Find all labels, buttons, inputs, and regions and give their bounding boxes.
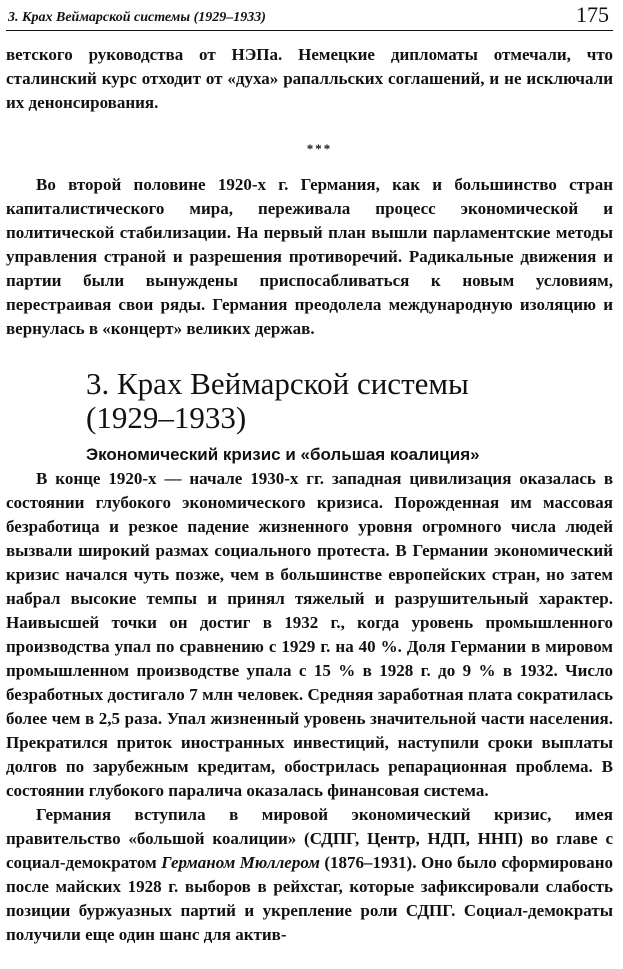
section-title-line-2: (1929–1933)	[86, 400, 247, 435]
paragraph-stabilization: Во второй половине 1920-х г. Германия, как и большинство стран капиталистического мира, переживала процесс экономической и политической стабилизации. На первый план вышли парламентские методы управления страной и разрешения противоречий. Радикальные движения и партии были вынуждены приспосабливаться к новым условиям, перестраивая свои ряды. Германия преодолела международную изоляцию и вернулась в «концерт» великих держав.	[6, 175, 613, 338]
section-break-asterism: ***	[306, 141, 333, 156]
paragraph-grand-coalition	[6, 803, 613, 947]
paragraph-grand-coalition-end: (1876–1931). Оно было сформировано после майских 1928 г. выборов в рейхстаг, которые зафиксировали слабость позиции буржуазных партий и укрепление роли СДПГ. Социал-демократы получили еще один шанс для актив-	[6, 853, 613, 944]
page-number: 175	[576, 2, 609, 27]
section-title	[86, 367, 613, 435]
running-head	[6, 0, 613, 31]
subsection-title: Экономический кризис и «большая коалиция»	[86, 445, 480, 464]
paragraph-economic-crisis: В конце 1920-х — начале 1930-х гг. западная цивилизация оказалась в состоянии глубокого экономического кризиса. Порожденная им массовая безработица и резкое падение жизненного уровня огромного числа людей вызвали широкий размах социального протеста. В Германии экономический кризис начался чуть позже, чем в большинстве европейских стран, но затем набрал высокие темпы и принял тяжелый и разрушительный характер. Наивысшей точки он достиг в 1932 г., когда уровень промышленного производства упал по сравнению с 1929 г. на 40 %. Доля Германии в мировом промышленном производстве упала с 15 % в 1928 г. до 9 % в 1932. Число безработных достигало 7 млн человек. Средняя заработная плата сократилась более чем в 2,5 раза. Упал жизненный уровень значительной части населения. Прекратился приток иностранных инвестиций, наступили сроки выплаты долгов по зарубежным кредитам, обострилась репарационная проблема. В состоянии глубокого паралича оказалась финансовая система.	[6, 469, 613, 800]
section-title-line-1: 3. Крах Веймарской системы	[86, 366, 469, 401]
paragraph-continuation: ветского руководства от НЭПа. Немецкие дипломаты отмечали, что сталинский курс отходит от «духа» рапалльских соглашений, и не исключали их денонсирования.	[6, 45, 613, 112]
running-head-title: 3. Крах Веймарской системы (1929–1933)	[8, 10, 266, 25]
paragraph-grand-coalition-start: Германия вступила в мировой экономический кризис, имея правительство «большой коалиции» (СДПГ, Центр, НДП, ННП) во главе с социал-демократом	[6, 805, 613, 872]
person-name-emphasis: Германом Мюллером	[161, 853, 320, 872]
